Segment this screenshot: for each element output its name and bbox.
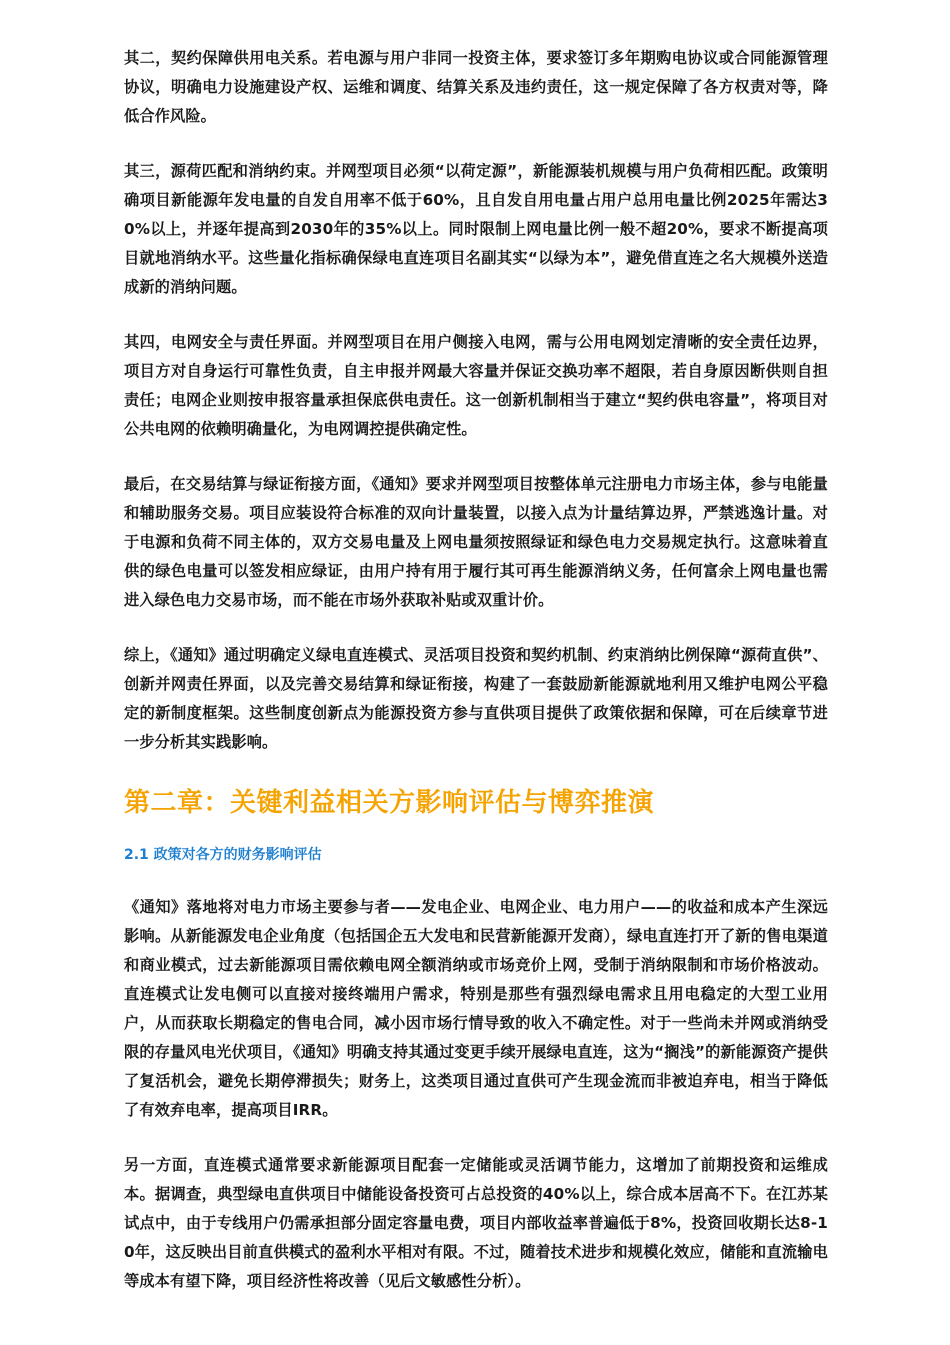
- paragraph-summary: 综上，《通知》通过明确定义绿电直连模式、灵活项目投资和契约机制、约束消纳比例保障“源荷直供”、创新并网责任界面，以及完善交易结算和绿证衔接，构建了一套鼓励新能源就地利用又维护电网公平稳定的新制度框架。这些制度创新点为能源投资方参与直供项目提供了政策依据和保障，可在后续章节进一步分析其实践影响。: [124, 646, 828, 751]
- section-title: 2.1 政策对各方的财务影响评估: [124, 847, 322, 863]
- document-page: [124, 44, 828, 1322]
- paragraph-cost-analysis: 另一方面，直连模式通常要求新能源项目配套一定储能或灵活调节能力，这增加了前期投资和运维成本。据调查，典型绿电直供项目中储能设备投资可占总投资的40%以上，综合成本居高不下。在江苏某试点中，由于专线用户仍需承担部分固定容量电费，项目内部收益率普遍低于8%，投资回收期长达8-10年，这反映出目前直供模式的盈利水平相对有限。不过，随着技术进步和规模化效应，储能和直流输电等成本有望下降，项目经济性将改善（见后文敏感性分析）。: [124, 1156, 828, 1290]
- paragraph-trading-settlement: 最后，在交易结算与绿证衔接方面，《通知》要求并网型项目按整体单元注册电力市场主体，参与电能量和辅助服务交易。项目应装设符合标准的双向计量装置，以接入点为计量结算边界，严禁逃逸计量。对于电源和负荷不同主体的，双方交易电量及上网电量须按照绿证和绿色电力交易规定执行。这意味着直供的绿色电量可以签发相应绿证，由用户持有用于履行其可再生能源消纳义务，任何富余上网电量也需进入绿色电力交易市场，而不能在市场外获取补贴或双重计价。: [124, 475, 828, 609]
- paragraph-grid-safety: 其四，电网安全与责任界面。并网型项目在用户侧接入电网，需与公用电网划定清晰的安全责任边界，项目方对自身运行可靠性负责，自主申报并网最大容量并保证交换功率不超限，若自身原因断供则自担责任；电网企业则按申报容量承担保底供电责任。这一创新机制相当于建立“契约供电容量”，将项目对公共电网的依赖明确量化，为电网调控提供确定性。: [124, 333, 828, 438]
- paragraph-source-load-matching: 其三，源荷匹配和消纳约束。并网型项目必须“以荷定源”，新能源装机规模与用户负荷相匹配。政策明确项目新能源年发电量的自发自用率不低于60%，且自发自用电量占用户总用电量比例2025年需达30%以上，并逐年提高到2030年的35%以上。同时限制上网电量比例一般不超20%，要求不断提高项目就地消纳水平。这些量化指标确保绿电直连项目名副其实“以绿为本”，避免借直连之名大规模外送造成新的消纳问题。: [124, 162, 828, 296]
- paragraph-contract-guarantee: 其二，契约保障供用电关系。若电源与用户非同一投资主体，要求签订多年期购电协议或合同能源管理协议，明确电力设施建设产权、运维和调度、结算关系及违约责任，这一规定保障了各方权责对等，降低合作风险。: [124, 49, 828, 125]
- chapter-title: 第二章：关键利益相关方影响评估与博弈推演: [124, 788, 655, 818]
- paragraph-financial-impact: 《通知》落地将对电力市场主要参与者——发电企业、电网企业、电力用户——的收益和成本产生深远影响。从新能源发电企业角度（包括国企五大发电和民营新能源开发商），绿电直连打开了新的售电渠道和商业模式，过去新能源项目需依赖电网全额消纳或市场竞价上网，受制于消纳限制和市场价格波动。直连模式让发电侧可以直接对接终端用户需求，特别是那些有强烈绿电需求且用电稳定的大型工业用户，从而获取长期稳定的售电合同，减小因市场行情导致的收入不确定性。对于一些尚未并网或消纳受限的存量风电光伏项目，《通知》明确支持其通过变更手续开展绿电直连，这为“搁浅”的新能源资产提供了复活机会，避免长期停滞损失；财务上，这类项目通过直供可产生现金流而非被迫弃电，相当于降低了有效弃电率，提高项目IRR。: [124, 898, 828, 1119]
